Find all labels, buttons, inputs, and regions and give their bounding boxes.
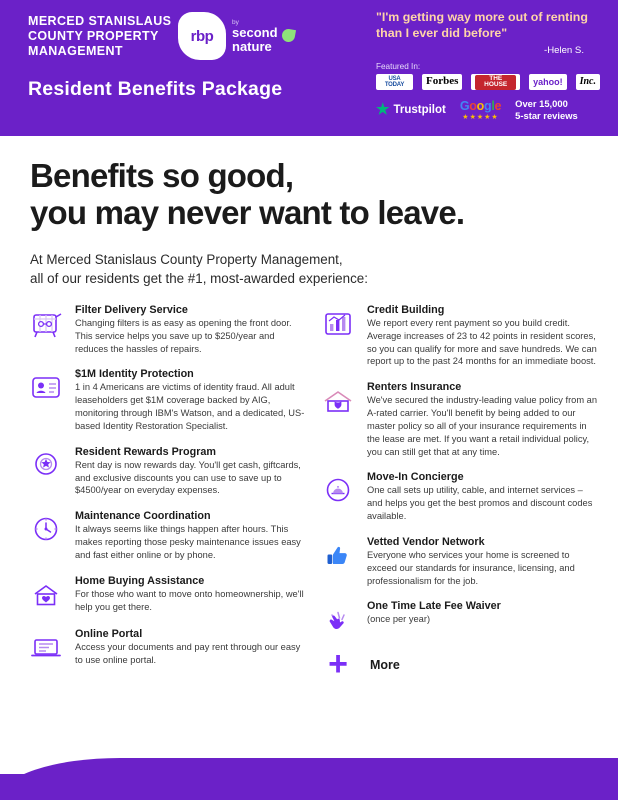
benefit-item [318, 304, 598, 368]
house-heart-icon [26, 575, 66, 615]
benefit-text [367, 381, 598, 458]
benefit-description: Changing filters is as easy as opening the front door. This service helps you save up to $250/year and reduces the hassles of repairs. [75, 317, 292, 354]
yahoo-logo [529, 74, 567, 90]
featured-in-label: Featured In: [376, 62, 421, 72]
benefit-description: We report every rent payment so you build credit. Average increases of 23 to 42 points in resident scores, so you can qualify for more and save hundreds. We can report up to the past 24 months for an immediate boost. [367, 317, 597, 367]
footer-bar [0, 774, 618, 800]
benefit-item [26, 575, 306, 615]
benefit-title: $1M Identity Protection [75, 368, 194, 381]
usa-today-logo [376, 74, 413, 90]
benefit-description: Rent day is now rewards day. You'll get cash, giftcards, and exclusive discounts you can use to save up to $4500/year on everyday expenses. [75, 459, 301, 496]
benefit-item [318, 600, 598, 640]
headline-line-2: you may never want to leave. [30, 193, 465, 231]
benefit-description: Access your documents and pay rent through our easy to use online portal. [75, 641, 301, 665]
google-label: Google [459, 98, 502, 113]
forbes-logo [422, 74, 462, 90]
benefit-title: Vetted Vendor Network [367, 535, 485, 548]
thumbs-up-icon [318, 536, 358, 576]
page-footer [0, 758, 618, 800]
benefit-text [75, 628, 306, 668]
benefit-title: Maintenance Coordination [75, 510, 211, 523]
benefit-item [318, 471, 598, 522]
trustpilot-logo [376, 102, 446, 117]
benefit-item [318, 381, 598, 458]
benefits-columns [0, 303, 618, 684]
benefit-item [26, 304, 306, 355]
benefits-column-left [26, 304, 306, 681]
benefit-text [75, 368, 306, 432]
forbes-logo-text: Forbes [425, 75, 459, 88]
bar-chart-icon [318, 304, 358, 344]
benefit-description: One call sets up utility, cable, and internet services – and helps you get the best promos and discount codes available. [367, 485, 593, 522]
benefit-description: Everyone who services your home is screened to exceed our standards for insurance, licensing, and professionalism for the job. [367, 549, 575, 586]
benefit-text [75, 304, 306, 355]
press-logo-row [376, 74, 600, 90]
testimonial-author: -Helen S. [544, 45, 584, 57]
star-icon: ★ [376, 101, 390, 119]
benefit-text [367, 536, 598, 587]
subheading-line-1: At Merced Stanislaus County Property Management, [30, 251, 343, 267]
more-label: More [370, 658, 400, 673]
benefit-title: Home Buying Assistance [75, 574, 205, 587]
company-name: MERCED STANISLAUS COUNTY PROPERTY MANAGEMENT [28, 14, 172, 58]
benefit-text [367, 304, 598, 368]
ratings-row [376, 98, 600, 121]
google-stars: ★★★★★ [462, 113, 499, 121]
subheading [30, 250, 618, 288]
id-card-icon [26, 368, 66, 408]
benefits-column-right [318, 303, 598, 684]
benefit-description: (once per year) [367, 614, 431, 625]
clapping-hands-icon [318, 600, 358, 640]
benefit-description: For those who want to move onto homeownership, we'll help you get there. [75, 588, 304, 612]
the-house-logo-text: THE HOUSE [475, 75, 516, 90]
rbp-badge: rbp [178, 12, 226, 60]
benefit-title: One Time Late Fee Waiver [367, 600, 501, 613]
reviews-line2: 5-star reviews [515, 109, 578, 121]
google-rating [460, 99, 501, 121]
yahoo-logo-text: yahoo! [533, 76, 563, 87]
laptop-icon [26, 628, 66, 668]
benefit-text [75, 575, 306, 615]
benefit-title: Resident Rewards Program [75, 445, 217, 458]
second-nature-line1: second [232, 25, 278, 41]
trustpilot-label: Trustpilot [393, 103, 446, 116]
usa-today-logo-text: USA TODAY [384, 75, 405, 89]
inc-logo [576, 74, 600, 90]
benefit-title: Credit Building [367, 303, 445, 316]
benefit-text [75, 510, 306, 561]
leaf-icon [280, 28, 295, 43]
benefit-text [367, 471, 598, 522]
benefit-item [26, 368, 306, 432]
rbp-second-nature-logo [178, 12, 295, 60]
subheading-line-2: all of our residents get the #1, most-awarded experience: [30, 270, 368, 286]
benefit-description: 1 in 4 Americans are victims of identity fraud. All adult leaseholders get $1M coverage backed by AIG, monitoring through IBM's Watson, and a dedicated, US-based Identity Restoration Specialist. [75, 382, 305, 431]
benefit-item [26, 628, 306, 668]
inc-logo-text: Inc. [579, 76, 596, 87]
clock-wrench-icon [26, 510, 66, 550]
benefit-item [26, 510, 306, 561]
filter-box-icon [26, 304, 66, 344]
benefit-text [367, 600, 598, 640]
package-title: Resident Benefits Package [28, 78, 283, 101]
second-nature-by: by [232, 19, 239, 27]
second-nature-line2: nature [232, 38, 272, 54]
header-right [372, 0, 618, 136]
plus-icon: + [328, 645, 348, 684]
benefit-item [26, 446, 306, 497]
benefit-item [318, 536, 598, 587]
benefit-title: Renters Insurance [367, 381, 462, 394]
page-header [0, 0, 618, 136]
house-shield-icon [318, 381, 358, 421]
page-title [30, 158, 618, 232]
reviews-count [515, 98, 578, 121]
benefit-description: It always seems like things happen after hours. This makes reporting those pesky maintenance issues easy and fast either online or by phone. [75, 524, 301, 560]
second-nature-wordmark [232, 19, 295, 53]
testimonial-quote: "I'm getting way more out of renting than I ever did before" [376, 10, 588, 40]
benefit-text [75, 446, 306, 497]
the-house-logo [471, 74, 520, 90]
benefit-title: Filter Delivery Service [75, 303, 188, 316]
more-benefits-row [318, 645, 598, 684]
rewards-medal-icon [26, 446, 66, 486]
concierge-bell-icon [318, 471, 358, 511]
benefit-title: Move-In Concierge [367, 471, 464, 484]
benefit-description: We've secured the industry-leading value policy from an A-rated carrier. You'll benefit by being added to our master policy so all of your insurance requirements in the lease are met. If you want a retail individual policy, you can still get that at any time. [367, 395, 598, 457]
header-left [0, 0, 372, 136]
benefit-title: Online Portal [75, 627, 143, 640]
headline-line-1: Benefits so good, [30, 157, 294, 194]
reviews-line1: Over 15,000 [515, 98, 568, 110]
